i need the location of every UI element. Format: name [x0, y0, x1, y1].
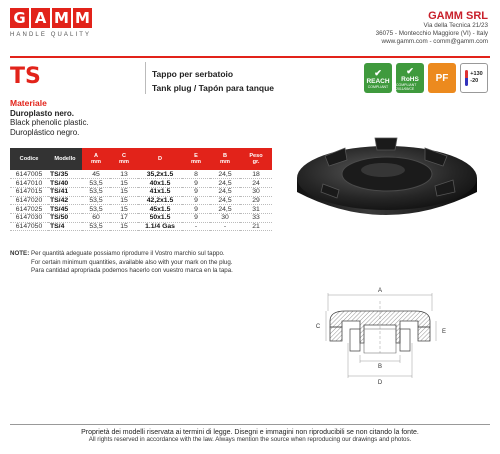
- cell-modello: TS/50: [48, 213, 82, 222]
- cell-peso: 24: [240, 179, 272, 188]
- cell-e: -: [182, 222, 210, 231]
- note-section: [10, 250, 233, 276]
- reach-badge: [364, 63, 392, 93]
- thermometer-icon: [465, 70, 468, 86]
- cell-peso: 29: [240, 196, 272, 205]
- company-info: [376, 10, 488, 46]
- temp-min: -20: [470, 78, 479, 84]
- table-row: [10, 196, 272, 205]
- cell-b: 24,5: [210, 170, 240, 179]
- cell-e: 9: [182, 213, 210, 222]
- header-c: C mm: [110, 148, 138, 170]
- logo-subtitle: HANDLE QUALITY: [10, 32, 92, 38]
- technical-drawing: [300, 283, 460, 388]
- footer-en: All rights reserved in accordance with the law. Always mention the source when reproducing our drawings and photos.: [88, 436, 412, 443]
- cell-c: 15: [110, 179, 138, 188]
- product-description: [152, 67, 274, 95]
- material-title: Materiale: [10, 98, 47, 108]
- header-e: E mm: [182, 148, 210, 170]
- table-header-row: [10, 148, 272, 170]
- logo-letter: M: [73, 8, 92, 28]
- header-modello: Modello: [48, 148, 82, 170]
- company-address: Via della Tecnica 21/23: [423, 22, 488, 29]
- cell-b: -: [210, 222, 240, 231]
- table-row: [10, 170, 272, 179]
- cell-c: 15: [110, 205, 138, 214]
- footer: [10, 424, 490, 443]
- company-name: GAMM SRL: [428, 10, 488, 22]
- material-it: Duroplasto nero.: [10, 108, 75, 118]
- reach-sub: COMPLIANT: [367, 84, 389, 89]
- rohs-sub: COMPLIANT 2011/65/CE: [396, 82, 417, 91]
- note-es: Para cantidad apropriada podemos hacerlo con vuestro marca en la tapa.: [31, 267, 233, 274]
- header-b: B mm: [210, 148, 240, 170]
- product-title-en-es: Tank plug / Tapón para tanque: [152, 83, 274, 93]
- cell-modello: TS/42: [48, 196, 82, 205]
- cell-e: 9: [182, 179, 210, 188]
- cell-b: 30: [210, 213, 240, 222]
- cell-peso: 31: [240, 205, 272, 214]
- check-icon: ✔: [406, 65, 414, 76]
- table-row: [10, 187, 272, 196]
- temperature-range: [470, 71, 482, 85]
- cell-d: 45x1.5: [138, 205, 182, 214]
- dim-label-d: D: [377, 380, 383, 386]
- cell-modello: TS/4: [48, 222, 82, 231]
- rohs-badge: [396, 63, 424, 93]
- cell-c: 15: [110, 187, 138, 196]
- table-row: [10, 213, 272, 222]
- material-en: Black phenolic plastic.: [10, 118, 89, 127]
- header-peso: Peso gr.: [240, 148, 272, 170]
- certification-badges: [364, 63, 488, 93]
- check-icon: ✔: [374, 67, 382, 78]
- company-city: 36075 - Montecchio Maggiore (VI) - Italy: [375, 30, 488, 37]
- dim-label-c: C: [315, 324, 321, 330]
- cell-codice: 6147015: [10, 187, 48, 196]
- header-codice: Codice: [10, 148, 48, 170]
- material-es: Duroplástico negro.: [10, 127, 80, 137]
- cell-d: 40x1.5: [138, 179, 182, 188]
- temp-max: +130: [470, 71, 483, 77]
- cell-codice: 6147025: [10, 205, 48, 214]
- specs-table: [10, 148, 272, 231]
- cell-d: 1.1/4 Gas: [138, 222, 182, 231]
- cell-c: 15: [110, 196, 138, 205]
- table-row: [10, 179, 272, 188]
- cell-modello: TS/45: [48, 205, 82, 214]
- cell-d: 50x1.5: [138, 213, 182, 222]
- rohs-label: RoHS: [401, 75, 419, 83]
- cell-d: 41x1.5: [138, 187, 182, 196]
- note-label: NOTE:: [10, 250, 30, 257]
- cell-a: 45: [82, 170, 110, 179]
- title-separator: [145, 62, 146, 94]
- footer-divider: [10, 424, 490, 425]
- cell-modello: TS/41: [48, 187, 82, 196]
- logo-letter: G: [10, 8, 29, 28]
- header-divider: [10, 56, 490, 58]
- footer-it: Proprietà dei modelli riservata ai termini di legge. Disegni e immagini non riproducibili se non citando la fonte.: [81, 429, 419, 436]
- gamm-logo: [10, 8, 92, 38]
- cell-c: 15: [110, 222, 138, 231]
- cell-a: 53,5: [82, 196, 110, 205]
- temperature-badge: [460, 63, 488, 93]
- header-a: A mm: [82, 148, 110, 170]
- table-row: [10, 222, 272, 231]
- cell-a: 53,5: [82, 205, 110, 214]
- cell-e: 9: [182, 187, 210, 196]
- logo-letter: A: [31, 8, 50, 28]
- cell-a: 53,5: [82, 187, 110, 196]
- product-title-it: Tappo per serbatoio: [152, 69, 234, 79]
- logo-letter: M: [52, 8, 71, 28]
- cell-b: 24,5: [210, 187, 240, 196]
- cell-modello: TS/35: [48, 170, 82, 179]
- cell-peso: 18: [240, 170, 272, 179]
- company-web[interactable]: www.gamm.com - comm@gamm.com: [381, 38, 488, 45]
- cell-a: 53,5: [82, 179, 110, 188]
- cell-d: 35,2x1.5: [138, 170, 182, 179]
- cell-e: 9: [182, 196, 210, 205]
- pf-label: PF: [435, 72, 449, 84]
- cell-codice: 6147020: [10, 196, 48, 205]
- cell-codice: 6147010: [10, 179, 48, 188]
- cell-peso: 33: [240, 213, 272, 222]
- cell-codice: 6147050: [10, 222, 48, 231]
- cell-d: 42,2x1.5: [138, 196, 182, 205]
- material-section: [10, 99, 89, 137]
- logo-letters: [10, 8, 92, 28]
- header-d: D: [138, 148, 182, 170]
- cell-c: 13: [110, 170, 138, 179]
- cell-peso: 30: [240, 187, 272, 196]
- cell-e: 9: [182, 205, 210, 214]
- product-photo: [285, 126, 490, 241]
- note-en: For certain minimum quantities, available also with your mark on the plug.: [31, 258, 233, 266]
- cell-a: 53,5: [82, 222, 110, 231]
- dim-label-a: A: [377, 288, 383, 294]
- cell-b: 24,5: [210, 179, 240, 188]
- reach-label: REACH: [366, 77, 390, 85]
- pf-badge: [428, 63, 456, 93]
- product-code: TS: [10, 64, 41, 89]
- cell-c: 17: [110, 213, 138, 222]
- cell-codice: 6147005: [10, 170, 48, 179]
- cell-codice: 6147030: [10, 213, 48, 222]
- dim-label-e: E: [441, 329, 447, 335]
- cell-a: 60: [82, 213, 110, 222]
- cell-peso: 21: [240, 222, 272, 231]
- cell-modello: TS/40: [48, 179, 82, 188]
- cell-b: 24,5: [210, 196, 240, 205]
- table-row: [10, 205, 272, 214]
- cell-e: 8: [182, 170, 210, 179]
- dim-label-b: B: [377, 364, 383, 370]
- cell-b: 24,5: [210, 205, 240, 214]
- note-it: Per quantità adeguate possiamo riprodurre il Vostro marchio sul tappo.: [31, 250, 225, 257]
